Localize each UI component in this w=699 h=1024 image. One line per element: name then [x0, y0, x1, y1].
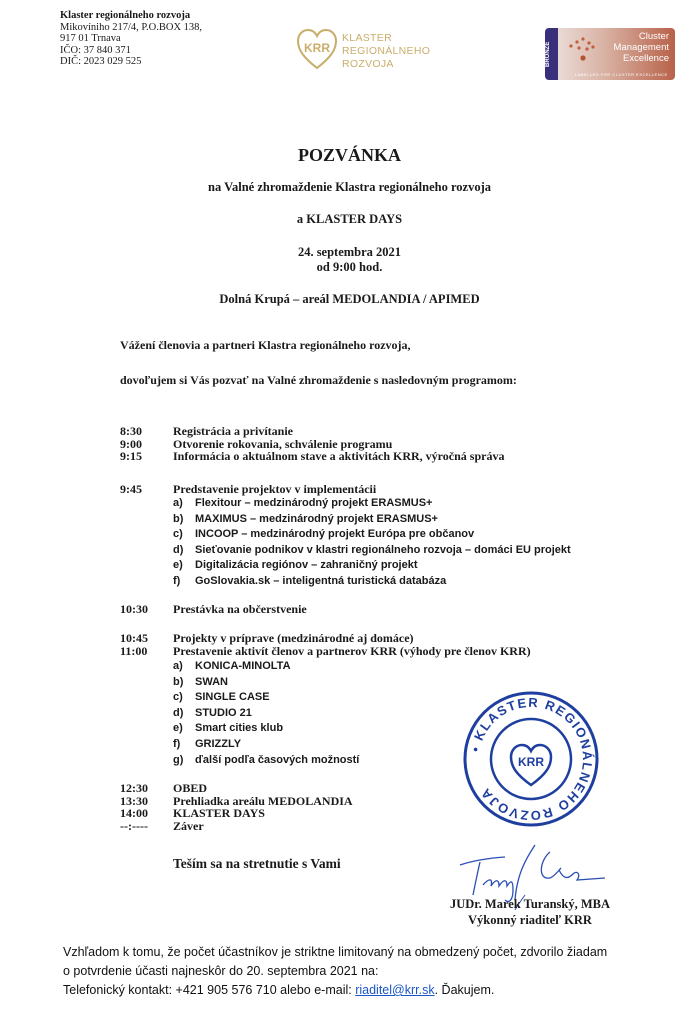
subtitle-assembly: na Valné zhromaždenie Klastra regionálneho rozvoja [208, 180, 491, 194]
logo-text [342, 32, 430, 71]
sender-street: Mikovíniho 217/4, P.O.BOX 138, [60, 21, 203, 33]
list-text: SINGLE CASE [195, 691, 270, 704]
signatory-role: Výkonný riaditeľ KRR [468, 913, 592, 927]
program-block-5 [120, 782, 353, 832]
list-text: ďalší podľa časových možností [195, 753, 360, 766]
signature-block [430, 896, 630, 928]
program-text: Informácia o aktuálnom stave a aktivitách KRR, výročná správa [173, 449, 505, 463]
program-row [120, 483, 376, 496]
program-text: Záver [173, 818, 204, 833]
program-text: Otvorenie rokovania, schválenie programu [173, 436, 393, 451]
list-letter: a) [173, 660, 183, 672]
krr-logo [296, 28, 431, 78]
badge-line-2: Management [613, 42, 669, 53]
program-time: 13:30 [120, 793, 148, 808]
program-row [120, 807, 353, 820]
list-item [173, 543, 571, 559]
program-row [120, 603, 307, 616]
list-letter: c) [173, 528, 183, 541]
list-letter: b) [173, 512, 184, 525]
intro-text: dovoľujem si Vás pozvať na Valné zhromaždenie s nasledovným programom: [120, 373, 517, 387]
program-block-4 [120, 632, 531, 657]
program-time: 8:30 [120, 424, 142, 438]
list-letter: a) [173, 497, 183, 509]
list-text: SWAN [195, 675, 228, 688]
program-time: 9:15 [120, 449, 142, 463]
logo-line-3: ROZVOJA [342, 58, 394, 70]
list-text: MAXIMUS – medzinárodný projekt ERASMUS+ [195, 512, 438, 525]
program-text: OBED [173, 781, 208, 795]
logo-monogram: KRR [304, 41, 330, 55]
list-letter: g) [173, 753, 184, 766]
contact-phone-text: Telefonický kontakt: +421 905 576 710 alebo e-mail: [63, 983, 356, 997]
closing-text: Teším sa na stretnutie s Vami [173, 856, 341, 871]
email-link[interactable]: riaditel@krr.sk [355, 983, 435, 997]
program-row [120, 450, 504, 463]
program-text: Prestavenie aktivít členov a partnerov KRR (výhody pre členov KRR) [173, 643, 531, 658]
list-text: Sieťovanie podnikov v klastri regionálneho rozvoja – domáci EU projekt [195, 543, 571, 556]
list-text: KONICA-MINOLTA [195, 660, 291, 672]
footer-note [63, 943, 607, 1000]
program-row [120, 820, 353, 833]
sender-address [60, 10, 202, 68]
logo-line-1: KLASTER [342, 32, 392, 44]
program-time: 12:30 [120, 781, 148, 795]
sender-city: 917 01 Trnava [60, 33, 121, 45]
list-letter: c) [173, 691, 183, 704]
list-letter: b) [173, 675, 184, 688]
list-item [173, 527, 571, 543]
official-stamp-icon [462, 690, 600, 828]
footer-line-3 [63, 981, 607, 1000]
list-text: STUDIO 21 [195, 706, 252, 719]
footer-line-1: Vzhľadom k tomu, že počet účastníkov je striktne limitovaný na obmedzený počet, zdvorilo žiadam [63, 945, 608, 959]
program-time: 9:45 [120, 482, 142, 496]
stamp-monogram: KRR [518, 755, 544, 769]
program-text: Projekty v príprave (medzinárodné aj domáce) [173, 631, 414, 645]
badge-line-1: Cluster [638, 31, 669, 42]
dots-icon [563, 34, 603, 64]
list-item [173, 706, 359, 722]
list-text: Digitalizácia regiónov – zahraničný projekt [195, 559, 418, 572]
program-time: 10:30 [120, 602, 148, 616]
list-letter: e) [173, 722, 183, 735]
badge-text [614, 31, 669, 64]
list-item [173, 753, 359, 769]
program-text: KLASTER DAYS [173, 806, 265, 820]
event-venue: Dolná Krupá – areál MEDOLANDIA / APIMED [219, 292, 480, 306]
footer-line-2: o potvrdenie účasti najneskôr do 20. septembra 2021 na: [63, 964, 379, 978]
list-item [173, 690, 359, 706]
badge-side-label: BRONZE [545, 28, 558, 80]
program-time: 9:00 [120, 436, 142, 451]
members-list [173, 659, 359, 768]
subtitle-klaster-days: a KLASTER DAYS [296, 212, 403, 226]
program-time: 14:00 [120, 806, 148, 820]
program-time: 10:45 [120, 631, 148, 645]
list-letter: f) [173, 574, 181, 587]
greeting: Vážení členovia a partneri Klastra regionálneho rozvoja, [120, 338, 411, 352]
list-text: GRIZZLY [195, 737, 242, 750]
program-text: Prehliadka areálu MEDOLANDIA [173, 793, 353, 808]
sender-ico: IČO: 37 840 371 [60, 44, 131, 56]
list-text: Smart cities klub [195, 722, 284, 735]
list-letter: d) [173, 706, 184, 719]
list-item [173, 574, 571, 590]
list-item [173, 558, 571, 574]
thanks-text: . Ďakujem. [434, 983, 495, 997]
list-text: INCOOP – medzinárodný projekt Európa pre občanov [195, 528, 475, 541]
list-text: GoSlovakia.sk – inteligentná turistická databáza [195, 574, 447, 587]
list-item [173, 737, 359, 753]
list-item [173, 512, 571, 528]
program-text: Predstavenie projektov v implementácii [173, 482, 377, 496]
list-letter: d) [173, 543, 184, 556]
list-item [173, 721, 359, 737]
list-item [173, 659, 359, 675]
badge-line-3: Excellence [623, 53, 669, 64]
sender-dic: DIČ: 2023 029 525 [60, 56, 142, 68]
program-time: 11:00 [120, 643, 148, 658]
event-time: od 9:00 hod. [316, 260, 383, 274]
cluster-excellence-badge [545, 28, 675, 80]
program-time: --:---- [120, 818, 148, 833]
program-block-1 [120, 425, 504, 463]
program-row [120, 645, 531, 658]
list-item [173, 496, 571, 512]
list-letter: e) [173, 559, 183, 572]
badge-subtext: LABELLED FOR CLUSTER EXCELLENCE [575, 72, 668, 77]
list-text: Flexitour – medzinárodný projekt ERASMUS+ [195, 497, 433, 509]
logo-line-2: REGIONÁLNEHO [342, 45, 431, 57]
stamp-ring-text: • KLASTER REGIONÁLNEHO ROZVOJA [467, 694, 596, 824]
heart-logo-icon [296, 28, 338, 72]
list-item [173, 675, 359, 691]
sender-org: Klaster regionálneho rozvoja [60, 10, 191, 21]
program-text: Registrácia a privítanie [173, 424, 293, 438]
program-text: Prestávka na občerstvenie [173, 602, 307, 616]
document-title: POZVÁNKA [298, 145, 401, 165]
list-letter: f) [173, 737, 181, 750]
event-date: 24. septembra 2021 [297, 245, 402, 259]
projects-list [173, 496, 571, 590]
signatory-name: JUDr. Marek Turanský, MBA [449, 897, 611, 911]
